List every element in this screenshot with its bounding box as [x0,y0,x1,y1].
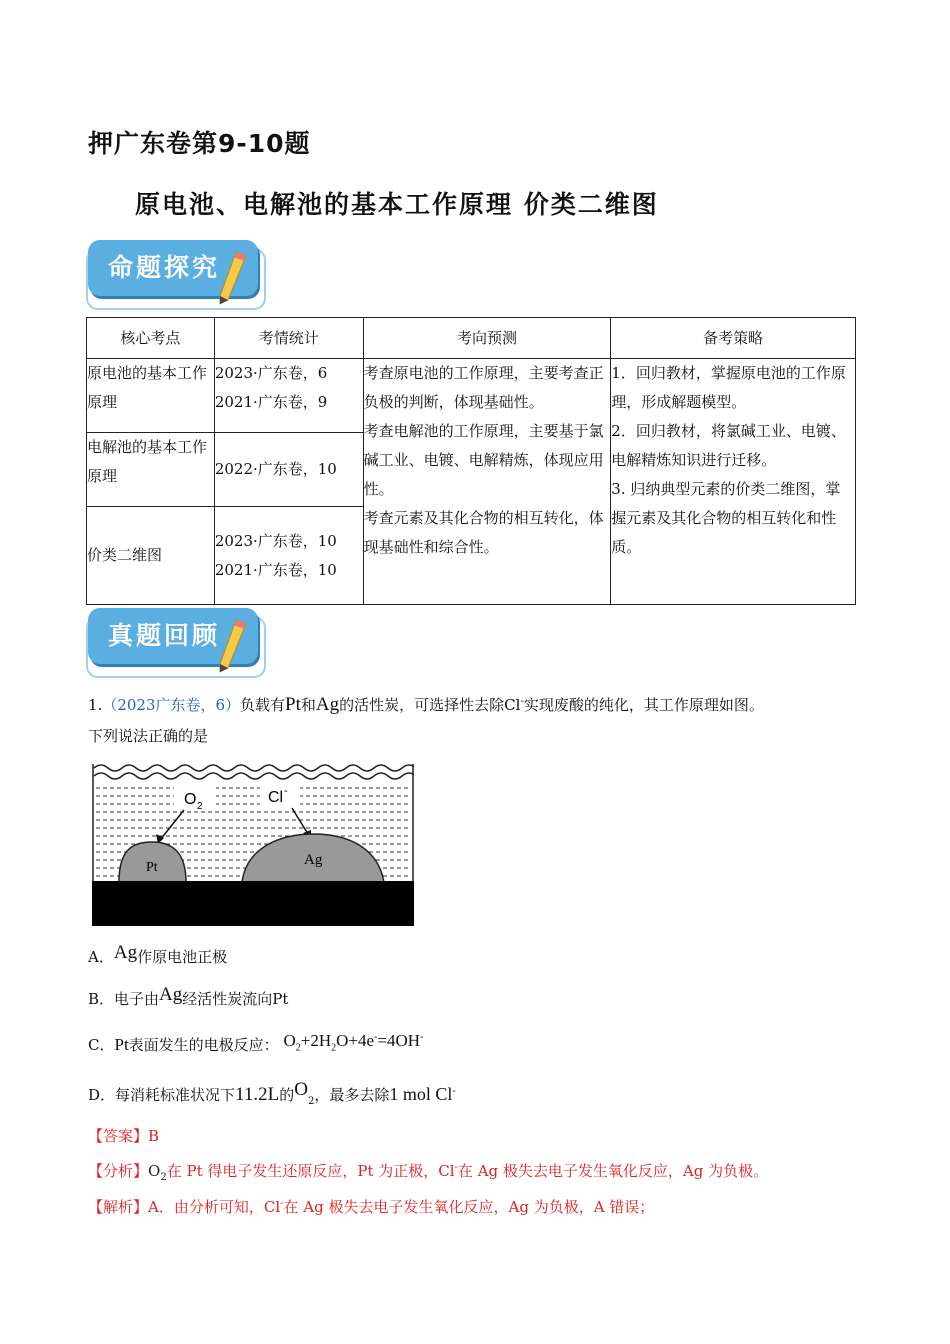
option-minus: - [452,1086,456,1097]
banner-label: 真题回顾 [108,621,221,650]
stats-cell [214,359,363,433]
solution-tag: 【解析】 [88,1198,149,1216]
page-subtitle: 原电池、电解池的基本工作原理 价类二维图 [135,190,659,219]
eq-part: - [420,1031,424,1043]
eq-part: +2H [300,1031,332,1050]
analysis-tag: 【分析】 [88,1162,149,1180]
stem-text: 负载有 [240,696,286,714]
option-text: ，最多去除 [314,1086,390,1104]
stats-line: 2021·广东卷，10 [214,560,337,579]
question-number: 1. [88,696,103,714]
eq-part: 2 [331,1042,337,1054]
electrode-diagram [92,760,414,926]
eq-part: O [283,1031,296,1050]
strategy-item: 3. 归纳典型元素的价类二维图，掌握元素及其化合物的相互转化和性质。 [611,480,841,556]
stem-ag: Ag [315,694,340,715]
stats-line: 2021·广东卷，9 [214,393,328,411]
stats-line: 2023·广东卷，6 [214,364,328,382]
option-text: 经活性炭流向Pt [182,990,289,1008]
analysis-minus: - [454,1162,458,1173]
stats-cell [214,507,363,605]
banner-label: 命题探究 [108,253,221,282]
option-pt: Pt [114,1035,129,1054]
stats-line: 2023·广东卷，10 [214,531,337,550]
topic-cell: 原电池的基本工作原理 [87,359,215,433]
option-text: 作原电池正极 [137,948,228,966]
electrode-equation [283,1031,424,1054]
option-c [88,1031,424,1057]
analysis-text: 在 Ag 极失去电子发生氧化反应，Ag 为负极。 [457,1162,769,1180]
analysis-o2: O [148,1162,161,1180]
forecast-cell [363,359,611,605]
ag-electrode-label: Ag [304,852,323,868]
option-label: D． [88,1086,116,1104]
option-d [88,1079,456,1107]
strategy-item: 2．回归教材，将氯碱工业、电镀、电解精炼知识进行迁移。 [611,422,846,469]
topic-cell: 电解池的基本工作原理 [87,433,215,507]
option-text: 表面发生的电极反应： [128,1036,279,1054]
option-o2-sub: 2 [307,1096,315,1107]
option-label: A． [88,948,114,966]
stats-cell [214,433,363,507]
activated-carbon-base [92,881,414,926]
option-mol: 1 mol Cl [389,1084,453,1104]
table-header: 考向预测 [363,318,611,359]
pt-electrode-label: Pt [146,860,158,875]
eq-part: =4OH [377,1031,421,1050]
solution-minus: - [280,1198,284,1209]
forecast-item: 考查原电池的工作原理，主要考查正负极的判断，体现基础性。 [363,364,604,411]
pencil-icon [214,618,254,676]
o2-subscript: 2 [197,801,203,812]
question-stem: 1.（2023广东卷，6）负载有Pt和Ag的活性炭，可选择性去除Cl-实现废酸的纯化，其工作原理如图。 [88,694,764,715]
analysis-line [88,1160,768,1183]
section-banner-review [86,606,264,676]
answer-value: B [148,1127,160,1145]
stem-text: 的活性炭，可选择性去除Cl [339,696,521,714]
option-text: 每消耗标准状况下 [115,1086,236,1104]
solution-line [88,1196,654,1217]
eq-part: 2 [295,1042,301,1054]
table-header: 考情统计 [214,318,363,359]
option-label: B． [88,990,115,1008]
option-text: 的 [279,1086,295,1104]
option-o2: O [294,1079,308,1100]
question-stem-line2: 下列说法正确的是 [88,727,209,745]
o2-label: O [184,791,197,808]
question-source: （2023广东卷，6） [102,696,241,714]
strategy-item: 1．回归教材，掌握原电池的工作原理，形成解题模型。 [611,364,846,411]
stats-line: 2022·广东卷，10 [214,460,337,478]
option-ag: Ag [159,984,183,1005]
analysis-text: 在 Pt 得电子发生还原反应，Pt 为正极，Cl [166,1162,455,1180]
stem-pt: Pt [285,694,301,715]
option-b [88,984,289,1010]
answer-tag: 【答案】 [88,1127,149,1145]
page-title: 押广东卷第9-10题 [88,129,311,158]
answer-line [88,1125,159,1146]
pencil-icon [214,250,254,308]
eq-part: - [374,1031,378,1043]
exam-analysis-table [86,317,856,605]
strategy-cell [611,359,856,605]
option-label: C． [88,1036,115,1054]
option-volume: 11.2L [235,1084,280,1105]
solution-text: A．由分析可知，Cl [148,1198,281,1216]
option-text: 电子由 [114,990,160,1008]
section-banner-exploration [86,238,264,308]
eq-part: O+4e [336,1031,375,1050]
stem-text: 和 [300,696,316,714]
table-header: 核心考点 [87,318,215,359]
topic-cell: 价类二维图 [87,507,215,605]
option-ag: Ag [113,942,138,963]
solution-text: 在 Ag 极失去电子发生氧化反应，Ag 为负极，A 错误； [283,1198,655,1216]
forecast-item: 考查电解池的工作原理，主要基于氯碱工业、电镀、电解精炼，体现应用性。 [363,422,604,498]
cl-label: Cl [268,789,284,806]
table-header: 备考策略 [611,318,856,359]
analysis-o2-sub: 2 [160,1172,167,1183]
stem-text: 实现废酸的纯化，其工作原理如图。 [523,696,764,714]
option-a [88,942,228,968]
cl-superscript: - [284,785,288,797]
forecast-item: 考查元素及其化合物的相互转化，体现基础性和综合性。 [363,509,604,556]
